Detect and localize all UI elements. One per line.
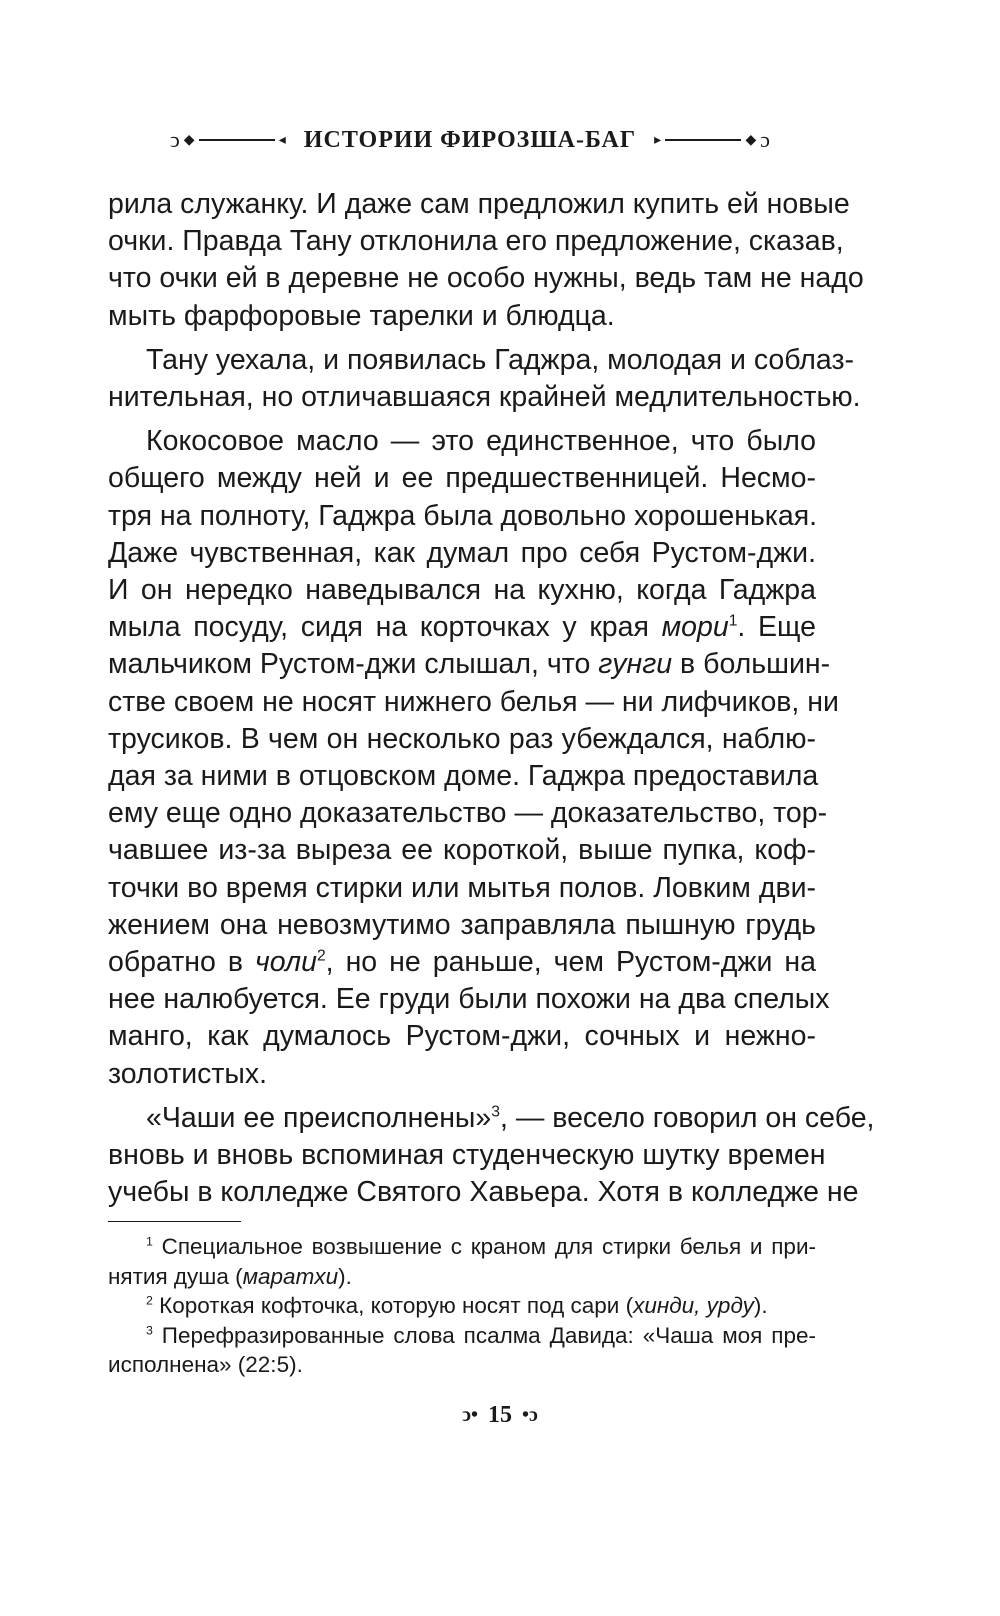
text-line: рила служанку. И даже сам предложил купить ей новые [108, 188, 850, 220]
header-ornament-left [170, 129, 290, 151]
footnote-ref: 1 [728, 612, 738, 630]
text-run: . Еще [737, 611, 817, 644]
footnote-number: 1 [146, 1234, 153, 1249]
text-run: ). [753, 1293, 768, 1318]
footnote-line [108, 1232, 816, 1262]
text-line: стве своем не носят нижнего белья — ни лифчиков, ни [108, 685, 839, 718]
header-rule-right [665, 139, 741, 141]
running-header [170, 118, 770, 162]
text-run: , но не раньше, чем Рустом-джи на [325, 946, 816, 979]
diamond-ornament-icon: ◆ [183, 132, 195, 148]
text-line: нительная, но отличавшаяся крайней медлительностью. [108, 381, 861, 414]
text-line: нее налюбуется. Ее груди были похожи на два спелых [108, 983, 830, 1016]
footnote-line [108, 1291, 816, 1321]
curl-ornament-icon: ɔ [760, 127, 770, 152]
text-line: учебы в колледже Святого Хавьера. Хотя в колледже не [108, 1176, 859, 1209]
text-line: что очки ей в деревне не особо нужны, ведь там не надо [108, 262, 864, 295]
footnote-ref: 2 [316, 947, 326, 965]
italic-term: мори [661, 611, 729, 644]
text-line: точки во время стирки или мытья полов. Ловким дви- [108, 871, 816, 904]
page-number [400, 1395, 600, 1435]
text-line: жением она невозмутимо заправляла пышную грудь [108, 908, 816, 941]
text-run: нятия душа ( [108, 1263, 243, 1289]
text-run: Специальное возвышение с краном для стирки белья и при- [152, 1234, 816, 1259]
paragraph-1 [108, 186, 864, 335]
page-number-ornament-left-icon: ↄ• [462, 1403, 478, 1426]
footnote-line [108, 1262, 816, 1292]
running-title: ИСТОРИИ ФИРОЗША-БАГ [303, 126, 637, 153]
italic-term: хинди, урду [633, 1293, 754, 1318]
text-line: дая за ними в отцовском доме. Гаджра предоставила [108, 760, 819, 793]
text-run: в большин- [672, 648, 831, 681]
text-line: очки. Правда Тану отклонила его предложение, сказав, [108, 225, 844, 258]
diamond-ornament-icon: ◆ [745, 132, 757, 148]
footnote-1 [108, 1232, 816, 1291]
text-line: Тану уехала, и появилась Гаджра, молодая и соблаз- [146, 343, 855, 376]
text-line [108, 609, 816, 646]
header-ornament-right [650, 129, 770, 151]
curl-ornament-icon: ↄ [170, 127, 180, 152]
header-rule-left [199, 139, 275, 141]
paragraph-2 [108, 342, 861, 416]
text-run: ). [338, 1263, 352, 1289]
footnotes [108, 1232, 816, 1380]
footnote-number: 2 [146, 1293, 153, 1308]
text-line: мыть фарфоровые тарелки и блюдца. [108, 299, 615, 332]
text-line: тря на полноту, Гаджра была довольно хорошенькая. [108, 499, 818, 532]
italic-term: гунги [598, 648, 673, 681]
text-line: трусиков. В чем он несколько раз убеждался, наблю- [108, 722, 816, 755]
body-text [108, 186, 875, 1218]
footnote-number: 3 [146, 1323, 153, 1337]
text-line [108, 944, 816, 981]
text-run: мальчиком Рустом-джи слышал, что [108, 648, 599, 681]
text-line: Кокосовое масло — это единственное, что было [146, 425, 816, 458]
text-line: манго, как думалось Рустом-джи, сочных и нежно- [108, 1020, 816, 1053]
text-line: вновь и вновь вспоминая студенческую шутку времен [108, 1139, 826, 1172]
text-line [108, 1100, 875, 1137]
arrow-ornament-icon: ◂ [278, 132, 286, 148]
text-line: ему еще одно доказательство — доказательство, тор- [108, 797, 828, 830]
arrow-ornament-icon: ▸ [654, 132, 662, 148]
footnote-3 [108, 1321, 816, 1380]
text-run: Короткая кофточка, которую носят под сари ( [152, 1293, 634, 1318]
page-number-value: 15 [488, 1401, 512, 1428]
text-line: общего между ней и ее предшественницей. Несмо- [108, 462, 816, 495]
text-line [108, 646, 831, 683]
text-run: , — весело говорил он себе, [500, 1101, 875, 1134]
text-run: «Чаши ее преисполнены» [146, 1101, 492, 1134]
text-run: мыла посуду, сидя на корточках у края [108, 611, 662, 644]
text-run: обратно в [108, 946, 256, 979]
footnote-line [108, 1321, 816, 1351]
paragraph-3 [108, 423, 839, 1093]
text-line: Даже чувственная, как думал про себя Рустом-джи. [108, 536, 816, 569]
italic-term: маратхи [242, 1263, 339, 1289]
text-line: И он нередко наведывался на кухню, когда Гаджра [108, 574, 816, 607]
paragraph-4 [108, 1100, 875, 1212]
italic-term: чоли [255, 946, 317, 979]
text-line: чавшее из-за выреза ее короткой, выше пупка, коф- [108, 834, 816, 867]
page-number-ornament-right-icon: •ɔ [522, 1403, 538, 1426]
footnote-ref: 3 [491, 1103, 500, 1121]
text-run: Перефразированные слова псалма Давида: «Чаша моя пре- [152, 1322, 816, 1348]
text-line: золотистых. [108, 1057, 268, 1090]
footnote-line: исполнена» (22:5). [108, 1352, 303, 1377]
footnote-separator [108, 1221, 241, 1222]
footnote-2 [108, 1291, 816, 1321]
